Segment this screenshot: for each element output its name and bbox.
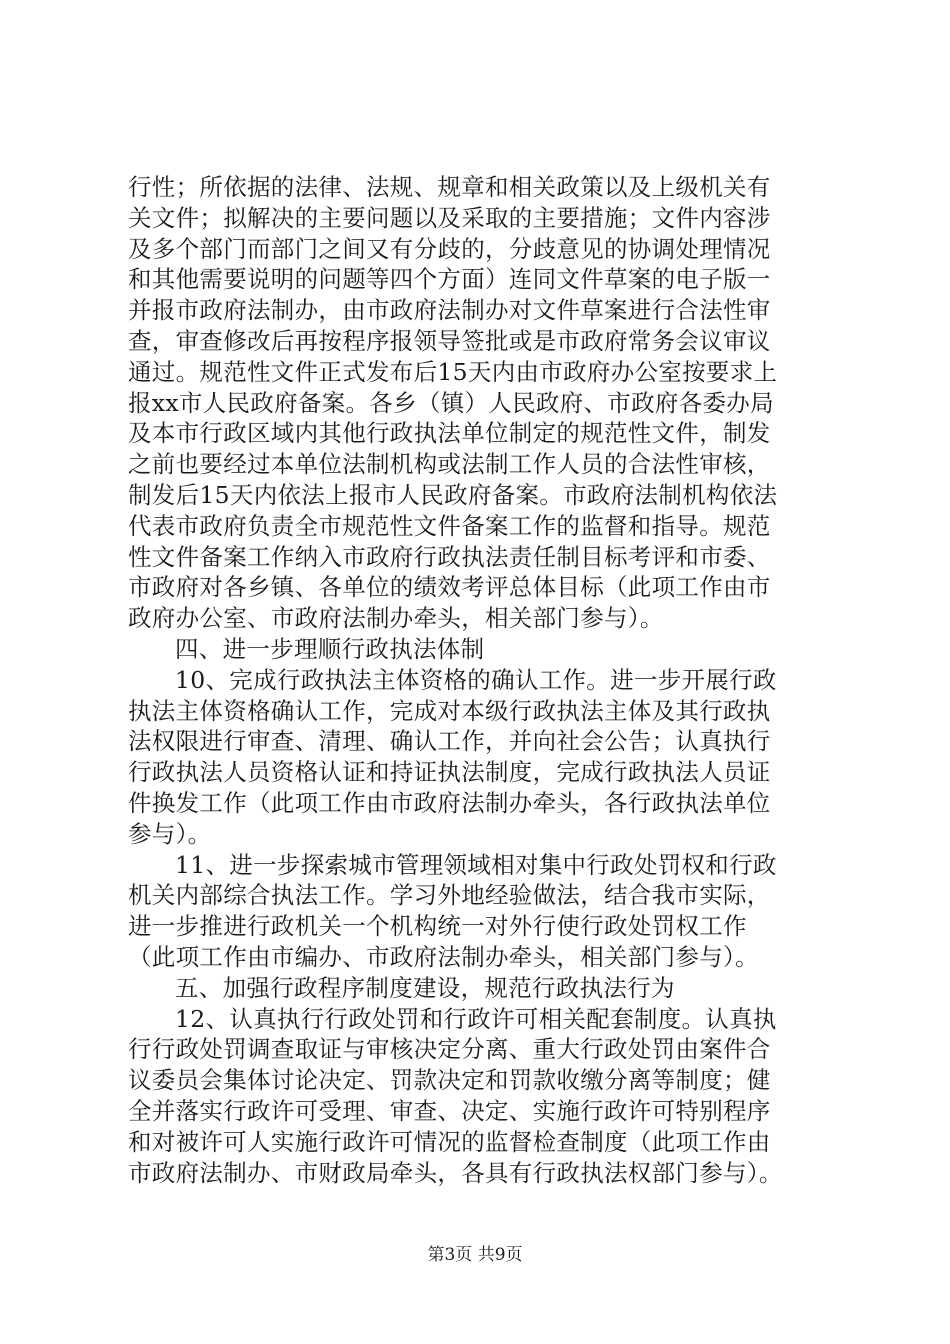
section-heading: 四、进一步理顺行政执法体制 [175,634,485,663]
text-line: 市政府对各乡镇、各单位的绩效考评总体目标（此项工作由市 [128,573,771,602]
text-line: 机关内部综合执法工作。学习外地经验做法，结合我市实际， [128,881,771,910]
text-line: 之前也要经过本单位法制机构或法制工作人员的合法性审核， [128,450,771,479]
text-line: 执法主体资格确认工作，完成对本级行政执法主体及其行政执 [128,696,771,725]
text-line: 性文件备案工作纳入市政府行政执法责任制目标考评和市委、 [128,542,771,571]
text-line: 全并落实行政许可受理、审查、决定、实施行政许可特别程序 [128,1096,771,1125]
text-line: 和对被许可人实施行政许可情况的监督检查制度（此项工作由 [128,1127,771,1156]
paragraph-start: 10、完成行政执法主体资格的确认工作。进一步开展行政 [175,665,777,694]
text-line: 关文件；拟解决的主要问题以及采取的主要措施；文件内容涉 [128,203,771,232]
paragraph-start: 12、认真执行行政处罚和行政许可相关配套制度。认真执 [175,1004,777,1033]
text-line: 参与）。 [128,819,212,848]
text-line: 进一步推进行政机关一个机构统一对外行使行政处罚权工作 [128,912,747,941]
text-line: 行行政处罚调查取证与审核决定分离、重大行政处罚由案件合 [128,1035,771,1064]
text-line: 通过。规范性文件正式发布后15天内由市政府办公室按要求上 [128,357,778,386]
page-number: 第3页 共9页 [427,1245,523,1265]
text-line: 并报市政府法制办，由市政府法制办对文件草案进行合法性审 [128,296,771,325]
text-line: 议委员会集体讨论决定、罚款决定和罚款收缴分离等制度；健 [128,1066,771,1095]
text-line: 和其他需要说明的问题等四个方面）连同文件草案的电子版一 [128,265,771,294]
text-line: 代表市政府负责全市规范性文件备案工作的监督和指导。规范 [128,511,771,540]
text-line: 及本市行政区域内其他行政执法单位制定的规范性文件，制发 [128,419,771,448]
text-line: 查，审查修改后再按程序报领导签批或是市政府常务会议审议 [128,326,771,355]
text-line: 市政府法制办、市财政局牵头，各具有行政执法权部门参与）。 [128,1158,783,1187]
text-line: 行政执法人员资格认证和持证执法制度，完成行政执法人员证 [128,758,771,787]
text-line: 报xx市人民政府备案。各乡（镇）人民政府、市政府各委办局 [128,388,774,417]
body-text [128,172,842,1188]
text-line: 及多个部门而部门之间又有分歧的，分歧意见的协调处理情况 [128,234,771,263]
text-line: （此项工作由市编办、市政府法制办牵头，相关部门参与）。 [128,942,759,971]
text-line: 法权限进行审查、清理、确认工作，并向社会公告；认真执行 [128,727,771,756]
section-heading: 五、加强行政程序制度建设，规范行政执法行为 [175,973,675,1002]
text-line: 行性；所依据的法律、法规、规章和相关政策以及上级机关有 [128,173,771,201]
text-line: 制发后15天内依法上报市人民政府备案。市政府法制机构依法 [128,480,778,509]
paragraph-start: 11、进一步探索城市管理领域相对集中行政处罚权和行政 [175,850,777,879]
text-line: 件换发工作（此项工作由市政府法制办牵头，各行政执法单位 [128,788,771,817]
text-line: 政府办公室、市政府法制办牵头，相关部门参与）。 [128,604,664,633]
